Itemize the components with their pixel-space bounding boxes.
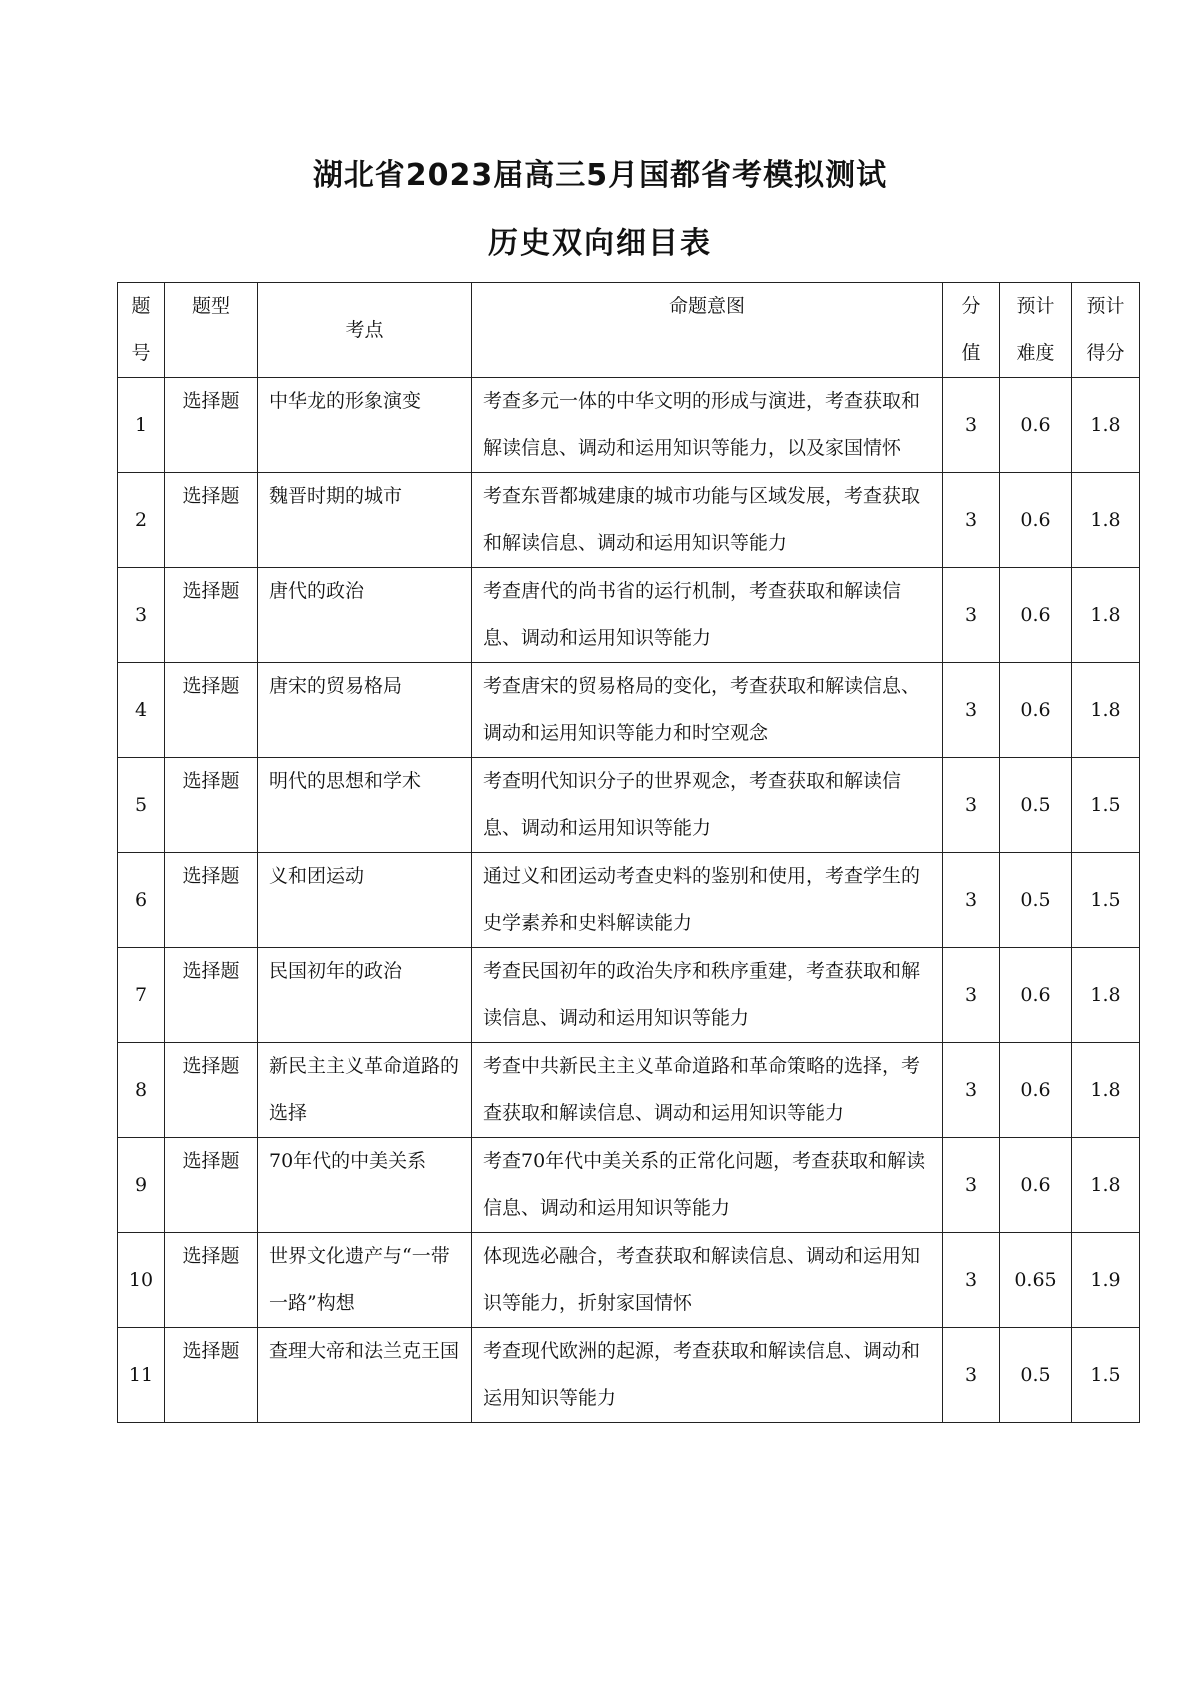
table-row — [118, 378, 1140, 473]
cell-point: 中华龙的形象演变 — [258, 378, 472, 473]
cell-expected: 1.8 — [1072, 663, 1140, 758]
cell-num: 6 — [118, 853, 165, 948]
table-row — [118, 1233, 1140, 1328]
cell-type: 选择题 — [165, 568, 258, 663]
cell-expected: 1.9 — [1072, 1233, 1140, 1328]
table-header-row — [118, 283, 1140, 378]
cell-type: 选择题 — [165, 1233, 258, 1328]
table-row — [118, 758, 1140, 853]
cell-type: 选择题 — [165, 948, 258, 1043]
cell-point: 唐宋的贸易格局 — [258, 663, 472, 758]
cell-difficulty: 0.6 — [1000, 663, 1072, 758]
cell-intent: 考查中共新民主主义革命道路和革命策略的选择，考查获取和解读信息、调动和运用知识等能力 — [472, 1043, 943, 1138]
cell-num: 11 — [118, 1328, 165, 1423]
cell-type: 选择题 — [165, 853, 258, 948]
cell-num: 1 — [118, 378, 165, 473]
cell-num: 2 — [118, 473, 165, 568]
cell-num: 8 — [118, 1043, 165, 1138]
cell-point: 明代的思想和学术 — [258, 758, 472, 853]
cell-score: 3 — [943, 758, 1000, 853]
cell-difficulty: 0.6 — [1000, 473, 1072, 568]
cell-difficulty: 0.6 — [1000, 378, 1072, 473]
document-subtitle: 历史双向细目表 — [488, 226, 712, 261]
cell-expected: 1.8 — [1072, 473, 1140, 568]
table-row — [118, 1138, 1140, 1233]
header-score: 分 值 — [943, 283, 1000, 378]
cell-intent: 考查唐宋的贸易格局的变化，考查获取和解读信息、调动和运用知识等能力和时空观念 — [472, 663, 943, 758]
cell-intent: 考查现代欧洲的起源，考查获取和解读信息、调动和运用知识等能力 — [472, 1328, 943, 1423]
cell-difficulty: 0.5 — [1000, 758, 1072, 853]
cell-intent: 考查70年代中美关系的正常化问题，考查获取和解读信息、调动和运用知识等能力 — [472, 1138, 943, 1233]
cell-num: 9 — [118, 1138, 165, 1233]
header-expected: 预计 得分 — [1072, 283, 1140, 378]
table-row — [118, 1328, 1140, 1423]
cell-type: 选择题 — [165, 378, 258, 473]
table-row — [118, 568, 1140, 663]
cell-difficulty: 0.6 — [1000, 948, 1072, 1043]
header-type: 题型 — [165, 283, 258, 378]
cell-type: 选择题 — [165, 473, 258, 568]
table-row — [118, 473, 1140, 568]
cell-difficulty: 0.5 — [1000, 1328, 1072, 1423]
cell-num: 4 — [118, 663, 165, 758]
cell-num: 10 — [118, 1233, 165, 1328]
cell-num: 7 — [118, 948, 165, 1043]
cell-point: 世界文化遗产与“一带一路”构想 — [258, 1233, 472, 1328]
cell-intent: 考查多元一体的中华文明的形成与演进，考查获取和解读信息、调动和运用知识等能力，以及家国情怀 — [472, 378, 943, 473]
cell-expected: 1.8 — [1072, 568, 1140, 663]
table-row — [118, 1043, 1140, 1138]
header-intent: 命题意图 — [472, 283, 943, 378]
table-row — [118, 948, 1140, 1043]
cell-difficulty: 0.6 — [1000, 1138, 1072, 1233]
header-point: 考点 — [258, 283, 472, 378]
cell-type: 选择题 — [165, 758, 258, 853]
cell-intent: 通过义和团运动考查史料的鉴别和使用，考查学生的史学素养和史料解读能力 — [472, 853, 943, 948]
cell-intent: 考查民国初年的政治失序和秩序重建，考查获取和解读信息、调动和运用知识等能力 — [472, 948, 943, 1043]
cell-type: 选择题 — [165, 1043, 258, 1138]
cell-expected: 1.5 — [1072, 758, 1140, 853]
cell-score: 3 — [943, 853, 1000, 948]
cell-expected: 1.8 — [1072, 1138, 1140, 1233]
cell-point: 民国初年的政治 — [258, 948, 472, 1043]
header-num: 题 号 — [118, 283, 165, 378]
cell-score: 3 — [943, 378, 1000, 473]
table-row — [118, 853, 1140, 948]
cell-expected: 1.5 — [1072, 853, 1140, 948]
cell-intent: 考查东晋都城建康的城市功能与区域发展，考查获取和解读信息、调动和运用知识等能力 — [472, 473, 943, 568]
cell-point: 70年代的中美关系 — [258, 1138, 472, 1233]
cell-score: 3 — [943, 948, 1000, 1043]
cell-intent: 考查唐代的尚书省的运行机制，考查获取和解读信息、调动和运用知识等能力 — [472, 568, 943, 663]
cell-intent: 考查明代知识分子的世界观念，考查获取和解读信息、调动和运用知识等能力 — [472, 758, 943, 853]
cell-score: 3 — [943, 1043, 1000, 1138]
cell-point: 查理大帝和法兰克王国 — [258, 1328, 472, 1423]
document-title: 湖北省2023届高三5月国都省考模拟测试 — [312, 158, 888, 193]
cell-num: 3 — [118, 568, 165, 663]
cell-difficulty: 0.6 — [1000, 568, 1072, 663]
cell-difficulty: 0.5 — [1000, 853, 1072, 948]
cell-difficulty: 0.6 — [1000, 1043, 1072, 1138]
cell-point: 唐代的政治 — [258, 568, 472, 663]
cell-intent: 体现选必融合，考查获取和解读信息、调动和运用知识等能力，折射家国情怀 — [472, 1233, 943, 1328]
cell-type: 选择题 — [165, 663, 258, 758]
cell-expected: 1.8 — [1072, 948, 1140, 1043]
cell-point: 义和团运动 — [258, 853, 472, 948]
spec-table — [117, 282, 1140, 1423]
header-difficulty: 预计 难度 — [1000, 283, 1072, 378]
cell-score: 3 — [943, 473, 1000, 568]
cell-point: 魏晋时期的城市 — [258, 473, 472, 568]
table-row — [118, 663, 1140, 758]
cell-difficulty: 0.65 — [1000, 1233, 1072, 1328]
cell-type: 选择题 — [165, 1328, 258, 1423]
cell-score: 3 — [943, 663, 1000, 758]
cell-expected: 1.5 — [1072, 1328, 1140, 1423]
cell-score: 3 — [943, 1233, 1000, 1328]
cell-score: 3 — [943, 1328, 1000, 1423]
cell-score: 3 — [943, 1138, 1000, 1233]
cell-expected: 1.8 — [1072, 378, 1140, 473]
cell-score: 3 — [943, 568, 1000, 663]
cell-point: 新民主主义革命道路的选择 — [258, 1043, 472, 1138]
cell-num: 5 — [118, 758, 165, 853]
cell-type: 选择题 — [165, 1138, 258, 1233]
cell-expected: 1.8 — [1072, 1043, 1140, 1138]
